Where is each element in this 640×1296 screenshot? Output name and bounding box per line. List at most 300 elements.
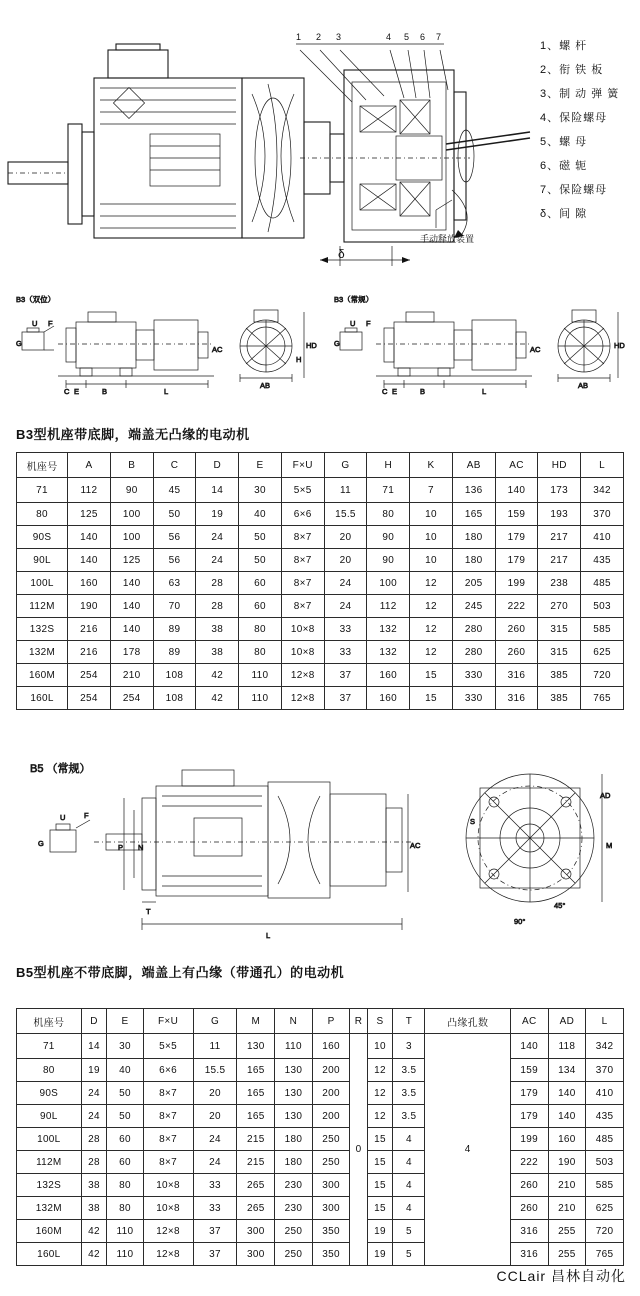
table-row: [17, 664, 624, 687]
table-cell: 210: [110, 664, 153, 687]
table-cell: 330: [452, 687, 495, 710]
col-header: E: [239, 453, 282, 478]
table-cell: 12: [410, 572, 453, 595]
table-cell: 8×7: [281, 526, 324, 549]
table-cell: 765: [581, 687, 624, 710]
table-row: [17, 1197, 624, 1220]
table-cell: 260: [510, 1174, 548, 1197]
table-row: [17, 1174, 624, 1197]
table-cell: 33: [193, 1197, 237, 1220]
table-cell: 24: [324, 572, 367, 595]
table-cell: 4: [393, 1174, 425, 1197]
table-cell: 12: [367, 1082, 393, 1105]
table-cell: 7: [410, 478, 453, 503]
table-cell: 80: [367, 503, 410, 526]
table-cell: 217: [538, 526, 581, 549]
table-cell: 250: [312, 1151, 350, 1174]
svg-text:45°: 45°: [554, 901, 566, 910]
table-cell: 50: [107, 1105, 143, 1128]
table-row: [17, 687, 624, 710]
table-row: [17, 1220, 624, 1243]
table-cell: 160M: [17, 664, 68, 687]
table-cell: 12×8: [143, 1220, 193, 1243]
table-cell: 4: [393, 1197, 425, 1220]
table-cell: 5×5: [143, 1034, 193, 1059]
figure-b3-dimensions: [14, 292, 626, 410]
table-cell: 200: [312, 1059, 350, 1082]
table-row: [17, 1151, 624, 1174]
table-header-row: [17, 453, 624, 478]
table-cell: 42: [196, 687, 239, 710]
table-cell: 37: [193, 1243, 237, 1266]
table-cell: 80: [107, 1197, 143, 1220]
col-header: AB: [452, 453, 495, 478]
table-cell: 60: [107, 1128, 143, 1151]
table-cell: 160: [68, 572, 111, 595]
table-cell: 50: [153, 503, 196, 526]
table-row: [17, 1034, 624, 1059]
table-cell: 222: [510, 1151, 548, 1174]
table-cell: 179: [495, 549, 538, 572]
svg-text:N: N: [138, 843, 144, 852]
table-cell: 179: [495, 526, 538, 549]
svg-text:G: G: [334, 339, 340, 348]
table-cell: 20: [193, 1082, 237, 1105]
table-row: [17, 1243, 624, 1266]
table-cell: 11: [193, 1034, 237, 1059]
table-cell: 40: [107, 1059, 143, 1082]
svg-text:L: L: [164, 387, 169, 396]
table-cell: 60: [239, 572, 282, 595]
table-cell: 90S: [17, 1082, 82, 1105]
table-cell: 132M: [17, 641, 68, 664]
svg-text:F: F: [366, 319, 371, 328]
table-cell: 4: [393, 1128, 425, 1151]
table-cell: 125: [110, 549, 153, 572]
table-cell: 110: [239, 687, 282, 710]
table-cell: 215: [237, 1128, 275, 1151]
col-header: B: [110, 453, 153, 478]
table-cell: 28: [81, 1128, 107, 1151]
table-cell: 199: [495, 572, 538, 595]
col-header: HD: [538, 453, 581, 478]
table-cell: 8×7: [143, 1151, 193, 1174]
table-cell: 136: [452, 478, 495, 503]
col-header: F×U: [143, 1009, 193, 1034]
callout-5: 5: [404, 32, 410, 42]
table-cell: 90L: [17, 549, 68, 572]
callout-1: 1: [296, 32, 302, 42]
table-cell: 37: [193, 1220, 237, 1243]
table-cell: 159: [495, 503, 538, 526]
table-cell: 130: [275, 1082, 313, 1105]
svg-text:F: F: [84, 811, 89, 820]
table-cell: 10×8: [281, 618, 324, 641]
col-header: 机座号: [17, 1009, 82, 1034]
table-cell: 12×8: [281, 664, 324, 687]
table-cell: 765: [586, 1243, 624, 1266]
table-cell: 3.5: [393, 1059, 425, 1082]
table-cell: 342: [586, 1034, 624, 1059]
table-cell: 132: [367, 618, 410, 641]
table-cell: 100: [110, 503, 153, 526]
col-header: G: [324, 453, 367, 478]
table-cell: 24: [196, 549, 239, 572]
table-cell: 210: [548, 1174, 586, 1197]
col-header: K: [410, 453, 453, 478]
table-cell: 90: [367, 526, 410, 549]
table-cell: 140: [110, 595, 153, 618]
table-cell: 118: [548, 1034, 586, 1059]
table-cell: 217: [538, 549, 581, 572]
table-header-row: [17, 1009, 624, 1034]
table-cell: 24: [193, 1151, 237, 1174]
col-header: P: [312, 1009, 350, 1034]
table-cell: 14: [81, 1034, 107, 1059]
col-header: L: [581, 453, 624, 478]
table-cell: 30: [239, 478, 282, 503]
table-cell: 265: [237, 1174, 275, 1197]
table-cell: 193: [538, 503, 581, 526]
watermark: CCLair 昌林自动化: [496, 1268, 626, 1284]
table-cell: 280: [452, 641, 495, 664]
legend-item: δ、间 隙: [540, 208, 588, 220]
svg-text:HD: HD: [306, 341, 317, 350]
table-cell: 42: [81, 1220, 107, 1243]
table-cell: 140: [495, 478, 538, 503]
table-cell: 370: [581, 503, 624, 526]
col-header: F×U: [281, 453, 324, 478]
table-cell: 50: [239, 549, 282, 572]
table-cell: 132M: [17, 1197, 82, 1220]
col-header: S: [367, 1009, 393, 1034]
table-cell: 179: [510, 1105, 548, 1128]
legend-item: 5、螺 母: [540, 136, 588, 148]
table-cell: 15: [367, 1151, 393, 1174]
table-cell: 60: [239, 595, 282, 618]
table-cell: 12: [410, 641, 453, 664]
table-cell: 130: [275, 1059, 313, 1082]
col-header: A: [68, 453, 111, 478]
table-cell: 8×7: [281, 572, 324, 595]
col-header: R: [350, 1009, 367, 1034]
col-header: AD: [548, 1009, 586, 1034]
table-cell: 19: [367, 1243, 393, 1266]
table-cell: 10: [410, 503, 453, 526]
table-cell: 165: [452, 503, 495, 526]
table-cell: 230: [275, 1174, 313, 1197]
table-row: [17, 641, 624, 664]
table-cell: 165: [237, 1082, 275, 1105]
table-cell: 330: [452, 664, 495, 687]
table-cell: 8×7: [143, 1105, 193, 1128]
table-cell: 100L: [17, 572, 68, 595]
table-cell: 300: [237, 1243, 275, 1266]
table-row: [17, 526, 624, 549]
table-cell: 24: [81, 1082, 107, 1105]
table-cell: 50: [239, 526, 282, 549]
table-cell: 38: [81, 1174, 107, 1197]
svg-text:AB: AB: [260, 381, 271, 390]
table-cell: 50: [107, 1082, 143, 1105]
table-cell: 20: [193, 1105, 237, 1128]
table-cell: 165: [237, 1059, 275, 1082]
table-cell: 100: [367, 572, 410, 595]
table-cell: 485: [581, 572, 624, 595]
delta-label: δ: [338, 247, 345, 261]
table-cell: 216: [68, 618, 111, 641]
table-cell: 315: [538, 618, 581, 641]
table-b3: [16, 452, 624, 710]
svg-text:E: E: [74, 387, 80, 396]
col-header: D: [196, 453, 239, 478]
table-row: [17, 1059, 624, 1082]
table-cell: 108: [153, 687, 196, 710]
table-cell: 90: [367, 549, 410, 572]
table-cell: 70: [153, 595, 196, 618]
svg-text:P: P: [118, 843, 124, 852]
callout-4: 4: [386, 32, 392, 42]
col-header: D: [81, 1009, 107, 1034]
table-cell: 5: [393, 1243, 425, 1266]
table-cell: 24: [81, 1105, 107, 1128]
col-header: L: [586, 1009, 624, 1034]
table-cell: 625: [586, 1197, 624, 1220]
table-cell: 215: [237, 1151, 275, 1174]
svg-text:C: C: [382, 387, 388, 396]
table-cell: 250: [275, 1243, 313, 1266]
svg-text:L: L: [266, 931, 271, 940]
table-cell: 190: [68, 595, 111, 618]
table-cell: 503: [581, 595, 624, 618]
table-cell: 370: [586, 1059, 624, 1082]
table-cell: 15.5: [324, 503, 367, 526]
table-cell: 112M: [17, 1151, 82, 1174]
table-cell: 250: [312, 1128, 350, 1151]
col-header: H: [367, 453, 410, 478]
table-cell: 199: [510, 1128, 548, 1151]
table-cell: 140: [510, 1034, 548, 1059]
table-cell: 3: [393, 1034, 425, 1059]
table-cell: 5×5: [281, 478, 324, 503]
table-b5: [16, 1008, 624, 1266]
table-cell: 80: [239, 618, 282, 641]
table-cell: 125: [68, 503, 111, 526]
table-cell: 350: [312, 1243, 350, 1266]
table-cell: 38: [196, 641, 239, 664]
table-cell: 140: [110, 618, 153, 641]
table-cell: 342: [581, 478, 624, 503]
table-cell: 80: [239, 641, 282, 664]
svg-text:F: F: [48, 319, 53, 328]
table-cell: 100: [110, 526, 153, 549]
table-cell: 45: [153, 478, 196, 503]
callout-6: 6: [420, 32, 426, 42]
svg-text:U: U: [350, 319, 356, 328]
svg-text:M: M: [606, 841, 613, 850]
table-cell: 180: [452, 526, 495, 549]
svg-text:C: C: [64, 387, 70, 396]
callout-7: 7: [436, 32, 442, 42]
table-cell: 160M: [17, 1220, 82, 1243]
table-cell: 10: [410, 549, 453, 572]
table-cell: 6×6: [281, 503, 324, 526]
table-cell: 485: [586, 1128, 624, 1151]
table-cell: 385: [538, 664, 581, 687]
table-cell: 720: [581, 664, 624, 687]
table-cell: 260: [495, 618, 538, 641]
table-cell: 71: [17, 1034, 82, 1059]
caption-b5: B5型机座不带底脚，端盖上有凸缘（带通孔）的电动机: [16, 965, 345, 980]
table-cell: 89: [153, 618, 196, 641]
b3-right-label: B3（常规）: [334, 295, 374, 304]
table-cell: 12: [367, 1059, 393, 1082]
table-cell: 15: [410, 687, 453, 710]
table-cell: 160: [548, 1128, 586, 1151]
figure-b5-dimensions: [14, 752, 626, 952]
legend-item: 4、保险螺母: [540, 112, 608, 124]
col-header: N: [275, 1009, 313, 1034]
table-cell: 71: [17, 478, 68, 503]
svg-text:H: H: [296, 355, 302, 364]
table-cell: 245: [452, 595, 495, 618]
table-cell: 14: [196, 478, 239, 503]
table-cell: 108: [153, 664, 196, 687]
table-cell: 24: [196, 526, 239, 549]
table-cell: 15: [367, 1128, 393, 1151]
table-cell: 165: [237, 1105, 275, 1128]
legend-item: 1、螺 杆: [540, 40, 588, 52]
svg-text:T: T: [146, 907, 151, 916]
table-cell: 160: [312, 1034, 350, 1059]
col-header: E: [107, 1009, 143, 1034]
table-cell: 15: [367, 1174, 393, 1197]
svg-text:HD: HD: [614, 341, 625, 350]
table-cell: 160: [367, 664, 410, 687]
table-cell: 270: [538, 595, 581, 618]
table-cell: 110: [239, 664, 282, 687]
table-cell: 254: [68, 687, 111, 710]
table-cell: 720: [586, 1220, 624, 1243]
table-cell: 254: [110, 687, 153, 710]
table-cell: 132S: [17, 1174, 82, 1197]
table-cell: 585: [581, 618, 624, 641]
legend-item: 3、制 动 弹 簧: [540, 88, 620, 100]
table-cell: 40: [239, 503, 282, 526]
table-row: [17, 549, 624, 572]
table-cell: 11: [324, 478, 367, 503]
table-cell: 300: [312, 1197, 350, 1220]
table-cell: 230: [275, 1197, 313, 1220]
table-cell: 42: [196, 664, 239, 687]
table-row: [17, 618, 624, 641]
table-cell: 71: [367, 478, 410, 503]
table-cell: 200: [312, 1082, 350, 1105]
svg-text:AC: AC: [212, 345, 223, 354]
table-cell: 90L: [17, 1105, 82, 1128]
table-cell: 316: [510, 1220, 548, 1243]
table-cell: 8×7: [281, 549, 324, 572]
table-cell: 132S: [17, 618, 68, 641]
table-row: [17, 572, 624, 595]
table-cell: 19: [81, 1059, 107, 1082]
table-cell: 33: [193, 1174, 237, 1197]
table-cell: 255: [548, 1220, 586, 1243]
svg-text:U: U: [60, 813, 66, 822]
table-cell: 222: [495, 595, 538, 618]
table-cell: 10×8: [143, 1197, 193, 1220]
table-cell: 255: [548, 1243, 586, 1266]
table-cell: 24: [324, 595, 367, 618]
table-row: [17, 503, 624, 526]
svg-text:U: U: [32, 319, 38, 328]
table-cell: 56: [153, 526, 196, 549]
col-header: C: [153, 453, 196, 478]
col-header: 凸缘孔数: [425, 1009, 510, 1034]
table-cell: 28: [196, 572, 239, 595]
table-cell: 90S: [17, 526, 68, 549]
svg-text:S: S: [470, 817, 476, 826]
table-cell: 140: [68, 549, 111, 572]
table-cell: 38: [196, 618, 239, 641]
table-cell: 140: [110, 572, 153, 595]
table-cell: 20: [324, 549, 367, 572]
table-cell: 19: [196, 503, 239, 526]
table-cell: 316: [495, 687, 538, 710]
caption-b3: B3型机座带底脚，端盖无凸缘的电动机: [16, 427, 250, 442]
table-cell: 585: [586, 1174, 624, 1197]
table-cell: 12: [410, 595, 453, 618]
table-cell: 15: [410, 664, 453, 687]
table-cell: 63: [153, 572, 196, 595]
svg-text:B: B: [420, 387, 426, 396]
table-cell: 160L: [17, 1243, 82, 1266]
col-header: M: [237, 1009, 275, 1034]
table-cell: 625: [581, 641, 624, 664]
table-cell: 3.5: [393, 1105, 425, 1128]
table-cell: 238: [538, 572, 581, 595]
table-cell: 19: [367, 1220, 393, 1243]
table-cell: 316: [510, 1243, 548, 1266]
table-cell: 8×7: [143, 1082, 193, 1105]
callout-3: 3: [336, 32, 342, 42]
table-cell: 12×8: [143, 1243, 193, 1266]
table-cell: 15.5: [193, 1059, 237, 1082]
table-cell: 435: [586, 1105, 624, 1128]
table-cell: 130: [275, 1105, 313, 1128]
table-cell: 250: [275, 1220, 313, 1243]
table-cell: 60: [107, 1151, 143, 1174]
table-cell: 112: [68, 478, 111, 503]
table-cell: 410: [586, 1082, 624, 1105]
table-cell: 173: [538, 478, 581, 503]
table-cell: 8×7: [143, 1128, 193, 1151]
svg-text:G: G: [38, 839, 44, 848]
svg-text:E: E: [392, 387, 398, 396]
table-cell: 10: [367, 1034, 393, 1059]
table-cell: 350: [312, 1220, 350, 1243]
table-cell: 8×7: [281, 595, 324, 618]
table-cell: 30: [107, 1034, 143, 1059]
table-cell: 180: [275, 1151, 313, 1174]
table-cell: 10×8: [143, 1174, 193, 1197]
legend-list: [540, 34, 636, 226]
table-cell: 12×8: [281, 687, 324, 710]
table-cell: 260: [495, 641, 538, 664]
table-cell: 4: [393, 1151, 425, 1174]
table-cell: 89: [153, 641, 196, 664]
table-cell: 12: [367, 1105, 393, 1128]
